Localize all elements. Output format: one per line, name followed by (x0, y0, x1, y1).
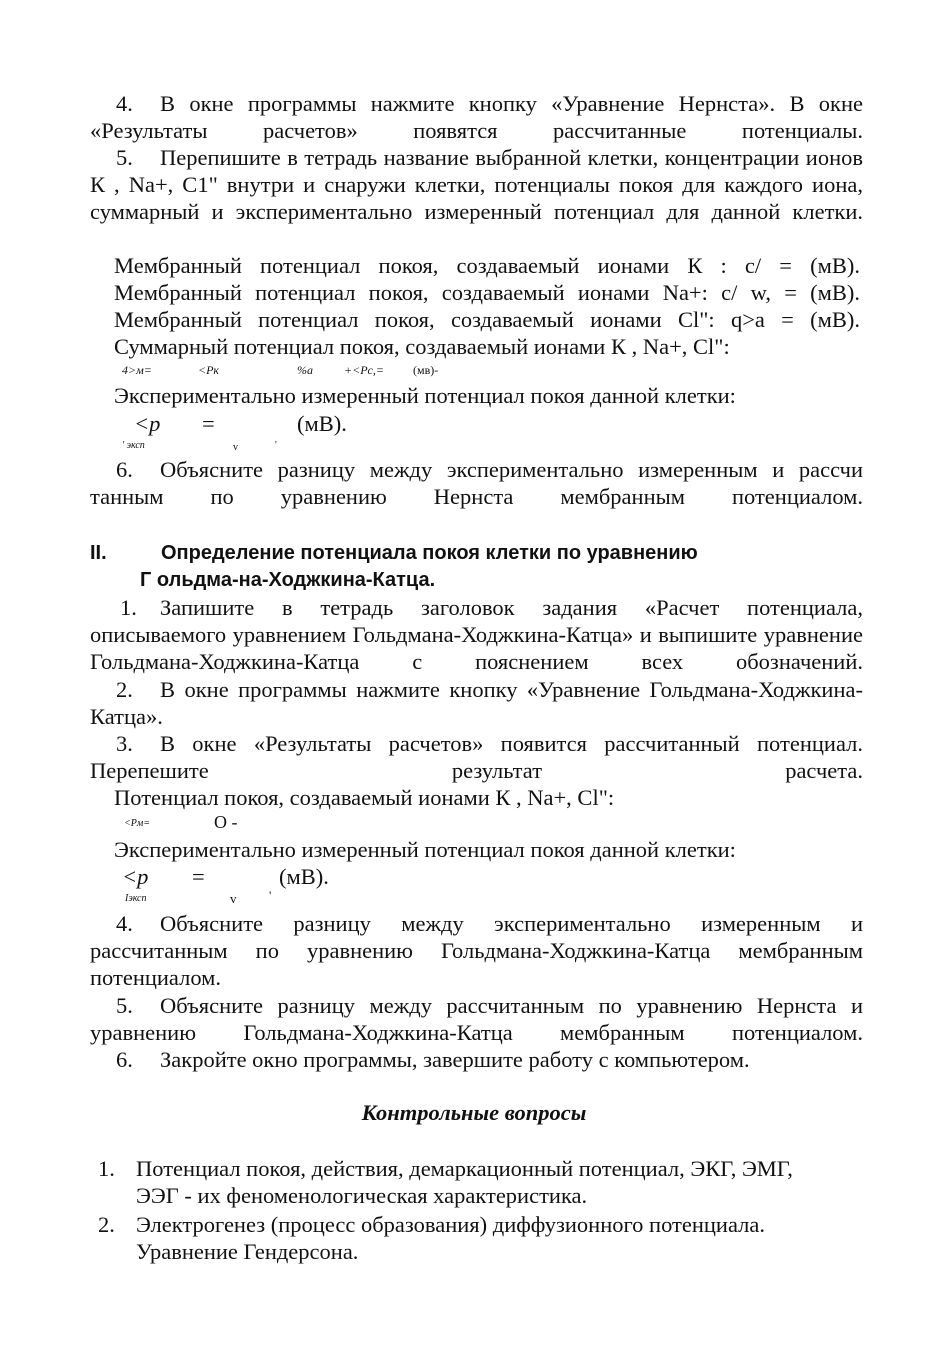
step-number: 6. (116, 1047, 133, 1072)
potential-k-line: Мембранный потенциал покоя, создаваемый ионами К : с/ = (мВ). (114, 253, 860, 278)
step-number: 2. (116, 677, 133, 702)
potential-na-line: Мембранный потенциал покоя, создаваемый ионами Na+: с/ w, = (мВ). (114, 280, 860, 305)
step-text: В окне программы нажмите кнопку «Уравнение Гольдмана-Ходжкина-Катца». (90, 677, 863, 729)
formula-part: 4>м= (122, 363, 152, 377)
question-number: 2. (98, 1212, 115, 1237)
formula-subscript: ' (269, 888, 272, 903)
formula-part: <р (134, 411, 161, 436)
step-text: Объясните разницу между экспериментально измеренным и рассчи танным по уравнению Нернста мембранным потенциалом. (90, 457, 863, 509)
step-text: Объясните разницу между экспериментально измеренным и рассчитанным по уравнению Гольдмана-Ходжкина-Катца мембранным потенциалом. (90, 911, 863, 990)
potential-cl-line: Мембранный потенциал покоя, создаваемый ионами Cl": q>a = (мВ). (114, 307, 860, 332)
step-4-ghk (90, 910, 863, 991)
step-text: Объясните разницу между рассчитанным по уравнению Нернста и уравнению Гольдмана-Ходжкина-Катца мембранным потенциалом. (90, 993, 863, 1045)
formula-part: <р (122, 864, 149, 889)
question-text: Потенциал покоя, действия, демаркационный потенциал, ЭКГ, ЭМГ, (136, 1156, 793, 1181)
formula-part: (мВ). (279, 864, 329, 889)
heading-line: Определение потенциала покоя клетки по уравнению (161, 542, 698, 564)
question-text: ЭЭГ - их феноменологическая характеристика. (136, 1183, 588, 1208)
formula-subscript: Iэксп (125, 893, 147, 904)
control-questions-title: Контрольные вопросы (361, 1100, 587, 1125)
formula-part: <Рм= (124, 818, 150, 829)
step-5-nernst (90, 144, 863, 225)
question-text: Электрогенез (процесс образования) диффузионного потенциала. (136, 1212, 765, 1237)
formula-part: <Рк (198, 363, 220, 377)
step-number: 6. (116, 457, 133, 482)
step-number: 5. (116, 145, 133, 170)
step-text: В окне программы нажмите кнопку «Уравнение Нернста». В окне «Результаты расчетов» появятся рассчитанные потенциалы. (90, 91, 863, 143)
question-text: Уравнение Гендерсона. (136, 1239, 359, 1264)
potential-sum-line: Суммарный потенциал покоя, создаваемый ионами К , Na+, Cl": (114, 334, 730, 359)
step-number: 5. (116, 993, 133, 1018)
formula-part: = (192, 864, 205, 889)
formula-part: %а (297, 363, 313, 377)
question-number: 1. (98, 1156, 115, 1181)
heading-line: Г ольдма-на-Ходжкина-Катца. (140, 569, 436, 591)
formula-part: +<Рс,= (344, 363, 384, 377)
step-1-ghk (90, 594, 863, 675)
step-number: 4. (116, 91, 133, 116)
formula-subscript: ' (275, 440, 277, 451)
step-6-ghk (116, 1046, 750, 1073)
formula-subscript: ' эксп (122, 440, 145, 451)
step-text: Запишите в тетрадь заголовок задания «Расчет потенциала, описываемого уравнением Гольдмана-Ходжкина-Катца» и выпишите уравнение Гольдмана-Ходжкина-Катца с пояснением всех обозначений. (90, 595, 863, 674)
potential-ghk-line: Потенциал покоя, создаваемый ионами К , Na+, Cl": (114, 785, 615, 810)
formula-part: (мв)- (413, 363, 439, 377)
heading-number: II. (90, 542, 107, 564)
experimental-label: Экспериментально измеренный потенциал покоя данной клетки: (114, 383, 736, 408)
step-6-nernst (90, 456, 863, 510)
step-text: Закройте окно программы, завершите работу с компьютером. (160, 1047, 750, 1072)
experimental-label: Экспериментально измеренный потенциал покоя данной клетки: (114, 837, 736, 862)
step-text: В окне «Результаты расчетов» появится рассчитанный потенциал. Перепешите результат расчета. (90, 731, 863, 783)
step-number: 3. (116, 731, 133, 756)
formula-part: = (202, 411, 215, 436)
formula-subscript: v (230, 891, 237, 906)
step-3-ghk (90, 730, 863, 784)
step-number: 4. (116, 911, 133, 936)
step-number: 1. (120, 595, 137, 620)
step-5-ghk (90, 992, 863, 1046)
step-text: Перепишите в тетрадь название выбранной клетки, концентрации ионов К , Na+, С1" внутри и снаружи клетки, потенциалы покоя для каждого иона, суммарный и экспериментально измеренный потенциал для данной клетки. (90, 145, 863, 224)
formula-part: (мВ). (297, 411, 347, 436)
step-4-nernst (90, 90, 863, 144)
step-2-ghk (90, 676, 863, 730)
formula-subscript: v (233, 442, 238, 453)
formula-part: О - (214, 812, 238, 832)
